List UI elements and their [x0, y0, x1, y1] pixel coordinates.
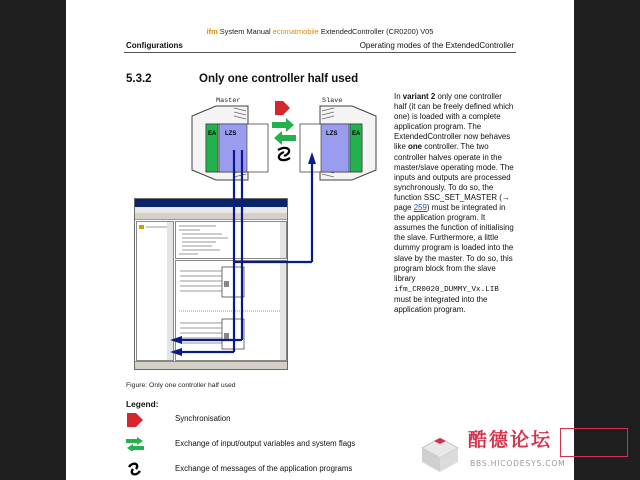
slave-label: Slave [322, 97, 343, 105]
exchange-arrows-icon [126, 437, 144, 451]
slave-ea-label: EA [352, 131, 361, 137]
section-number: 5.3.2 [126, 73, 152, 85]
brand: ifm [206, 27, 218, 36]
figure-caption: Figure: Only one controller half used [126, 382, 236, 389]
watermark-url: BBS.HICODESYS.COM [470, 459, 566, 468]
section-label: Operating modes of the ExtendedController [359, 41, 514, 50]
legend-item-exchange: Exchange of input/output variables and system flags [175, 439, 356, 448]
legend-title: Legend: [126, 399, 159, 409]
master-ea-label: EA [208, 131, 217, 137]
watermark-text: 酷德论坛 [468, 429, 553, 451]
master-label: Master [216, 97, 241, 105]
body-text-3: controller. The two controller halves operate in the master/slave operating mode. The inputs and outputs are processed synchronously. To do so, the function SSC_SET_MASTER (→ page [394, 142, 514, 213]
body-paragraph [394, 92, 514, 315]
header-title: ExtendedController (CR0200) V05 [320, 27, 434, 36]
master-lzs-label: LZS [225, 131, 237, 137]
body-text-2: only one controller half (it can be freely defined which one) is loaded with a complete application program. The ExtendedController now behaves like [394, 92, 514, 152]
message-exchange-icon [126, 462, 144, 476]
manual-type: System Manual [219, 27, 271, 36]
legend-item-sync: Synchronisation [175, 414, 231, 423]
body-text-1: In [394, 92, 403, 101]
body-text-4: ) must be integrated in the application program. It assumes the function of initialising the slave. Furthermore, a little dummy program is loaded into the slave by the master. To do so, this program block from the slave library [394, 203, 514, 283]
body-variant-bold: variant 2 [402, 92, 436, 101]
body-text-5: must be integrated into the application program. [394, 294, 488, 314]
sync-icon [126, 413, 144, 427]
body-one-bold: one [408, 142, 423, 152]
library-name: ifm_CR0020_DUMMY_Vx.LIB [394, 285, 499, 294]
manual-page [66, 0, 574, 480]
section-title: Only one controller half used [199, 73, 359, 85]
legend-item-messages: Exchange of messages of the application programs [175, 464, 353, 473]
product-name: ecomatmobile [272, 27, 319, 36]
page-link[interactable]: 259 [413, 203, 427, 213]
slave-lzs-label: LZS [326, 131, 338, 137]
chapter-label: Configurations [126, 41, 183, 50]
watermark-box [560, 428, 628, 457]
